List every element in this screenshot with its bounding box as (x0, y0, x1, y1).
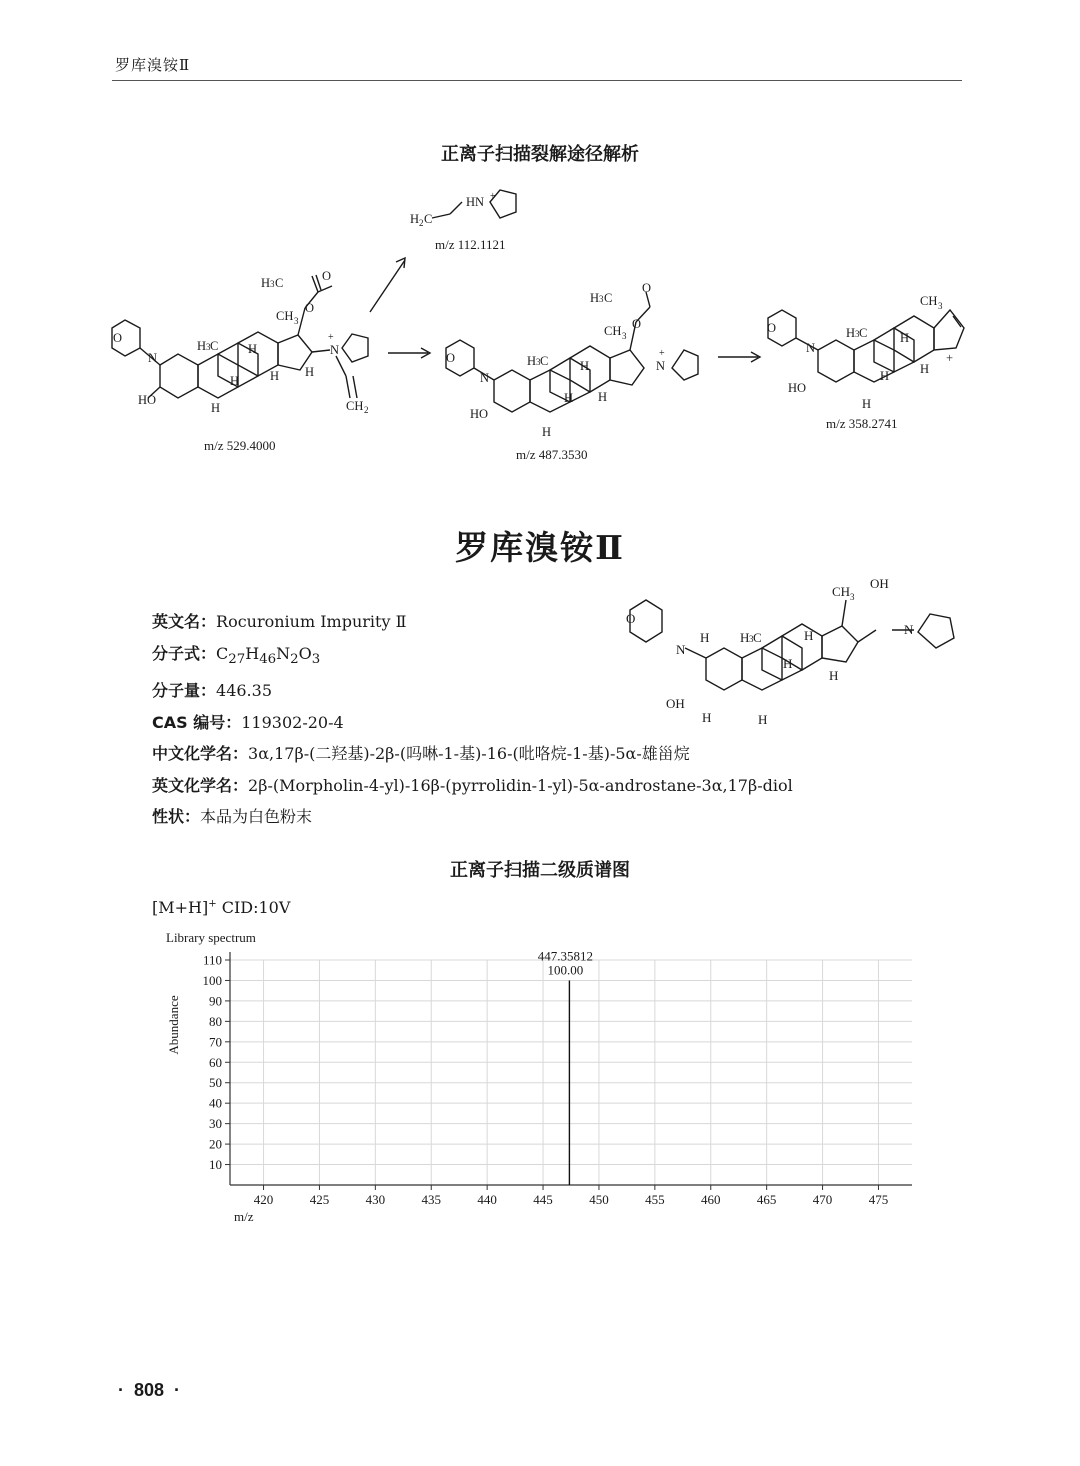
svg-text:O: O (632, 317, 642, 331)
prop-mw: 分子量：446.35 (152, 681, 272, 701)
svg-text:2: 2 (419, 218, 424, 228)
x-tick-label: 460 (701, 1192, 721, 1207)
svg-text:HO: HO (788, 381, 807, 395)
svg-text:N: N (480, 371, 490, 385)
prop-en-chem-name: 英文化学名：2β-(Morpholin-4-yl)-16β-(pyrrolidin-1-yl)-5α-androstane-3α,17β-diol (152, 775, 793, 795)
svg-text:H: H (261, 276, 271, 290)
svg-text:3: 3 (938, 301, 943, 311)
svg-text:N: N (656, 359, 666, 373)
svg-text:+: + (328, 332, 334, 343)
svg-text:HO: HO (470, 407, 489, 421)
svg-text:C: C (540, 354, 549, 368)
y-tick-label: 80 (209, 1013, 222, 1029)
chart-title: Library spectrum (166, 930, 256, 945)
svg-text:H: H (700, 630, 710, 645)
svg-text:C: C (859, 326, 868, 340)
svg-text:H: H (598, 390, 608, 404)
x-tick-label: 435 (421, 1192, 441, 1207)
header-rule (112, 80, 962, 81)
svg-text:H: H (702, 710, 712, 725)
svg-text:H: H (305, 365, 315, 379)
svg-text:O: O (305, 301, 315, 315)
y-tick-label: 110 (202, 952, 222, 968)
prop-formula: 分子式：$C_{27}H_{46}N_2O_3$ (152, 643, 321, 667)
fragmentation-scheme (0, 180, 1080, 480)
svg-text:+: + (946, 351, 954, 365)
svg-text:N: N (148, 351, 158, 365)
svg-text:H: H (880, 369, 890, 383)
svg-text:N: N (806, 341, 816, 355)
svg-text:N: N (330, 343, 340, 357)
prop-cas: CAS 编号：119302-20-4 (152, 712, 344, 732)
svg-text:3: 3 (294, 316, 299, 326)
svg-text:H: H (920, 362, 930, 376)
svg-text:CH: CH (346, 399, 364, 413)
y-tick-label: 30 (209, 1116, 222, 1132)
prop-cn-chem-name: 中文化学名：3α,17β-(二羟基)-2β-(吗啉-1-基)-16-(吡咯烷-1-基)-5α-雄甾烷 (152, 744, 690, 764)
svg-text:O: O (446, 351, 456, 365)
svg-text:H: H (270, 369, 280, 383)
svg-text:3: 3 (536, 357, 541, 367)
y-tick-label: 90 (209, 993, 222, 1009)
svg-text:O: O (642, 281, 652, 295)
svg-text:C: C (210, 339, 219, 353)
svg-text:H: H (230, 374, 240, 388)
spectrum-section-title: 正离子扫描二级质谱图 (450, 860, 630, 881)
page-number: · 808 · (118, 1380, 181, 1400)
y-axis-label: Abundance (166, 995, 181, 1055)
property-list (152, 606, 793, 833)
svg-text:O: O (322, 269, 332, 283)
arrow-up (370, 260, 405, 312)
peak-abundance-label: 100.00 (547, 962, 584, 978)
y-tick-label: 60 (209, 1054, 222, 1070)
svg-text:H: H (410, 212, 420, 226)
svg-text:3: 3 (850, 592, 855, 602)
svg-text:O: O (113, 331, 123, 345)
compound-title: 罗库溴铵Ⅱ (455, 528, 625, 567)
svg-text:O: O (626, 611, 636, 626)
y-tick-label: 40 (209, 1095, 222, 1111)
y-tick-label: 10 (209, 1157, 222, 1173)
mz-label-358: m/z 358.2741 (826, 416, 898, 431)
mz-label-112: m/z 112.1121 (435, 237, 506, 252)
svg-text:CH: CH (832, 584, 851, 599)
svg-text:C: C (275, 276, 284, 290)
svg-text:N: N (676, 642, 686, 657)
svg-text:O: O (767, 321, 777, 335)
x-tick-label: 445 (533, 1192, 553, 1207)
pathway-title: 正离子扫描裂解途径解析 (441, 144, 639, 165)
svg-text:3: 3 (749, 634, 754, 644)
svg-text:H: H (564, 391, 574, 405)
svg-text:CH: CH (920, 294, 938, 308)
svg-text:C: C (753, 630, 762, 645)
svg-text:3: 3 (855, 329, 860, 339)
svg-text:H: H (862, 397, 872, 411)
x-tick-label: 465 (756, 1192, 777, 1207)
y-tick-label: 20 (209, 1136, 222, 1152)
mz-label-487: m/z 487.3530 (516, 447, 588, 462)
svg-text:CH: CH (604, 324, 622, 338)
svg-text:H: H (900, 331, 910, 345)
x-tick-label: 430 (365, 1192, 386, 1207)
spectrum-condition-label: [M+H]+ CID:10V (152, 898, 291, 917)
svg-text:H: H (248, 342, 258, 356)
svg-text:3: 3 (599, 294, 604, 304)
svg-text:H: H (758, 712, 768, 727)
running-head: 罗库溴铵Ⅱ (115, 56, 191, 74)
svg-text:H: H (580, 359, 590, 373)
x-tick-label: 420 (253, 1192, 274, 1207)
svg-text:OH: OH (666, 696, 685, 711)
peak-mz-label: 447.35812 (537, 948, 594, 964)
svg-text:HO: HO (138, 393, 157, 407)
structure-mz-358 (768, 310, 964, 382)
svg-text:+: + (490, 191, 496, 202)
prop-appearance: 性状：本品为白色粉末 (152, 807, 313, 827)
svg-text:H: H (829, 668, 839, 683)
svg-text:2: 2 (364, 405, 369, 415)
x-tick-label: 425 (309, 1192, 330, 1207)
formula-value: $C_{27}H_{46}N_2O_3$ (216, 643, 321, 667)
svg-text:H: H (542, 425, 552, 439)
svg-text:H: H (197, 339, 207, 353)
svg-text:H: H (846, 326, 856, 340)
x-tick-label: 470 (812, 1192, 833, 1207)
svg-text:N: N (904, 622, 914, 637)
mz-label-529: m/z 529.4000 (204, 438, 276, 453)
prop-english-name: 英文名：Rocuronium Impurity Ⅱ (152, 612, 407, 631)
svg-text:3: 3 (622, 331, 627, 341)
x-axis-label: m/z (234, 1209, 254, 1224)
y-tick-label: 100 (202, 972, 222, 988)
svg-text:H: H (804, 628, 814, 643)
svg-text:HN: HN (466, 195, 485, 209)
svg-text:C: C (604, 291, 613, 305)
y-tick-label: 50 (209, 1075, 222, 1091)
x-tick-label: 450 (589, 1192, 609, 1207)
x-tick-label: 455 (645, 1192, 665, 1207)
x-tick-label: 475 (868, 1192, 889, 1207)
y-tick-label: 70 (209, 1034, 222, 1050)
svg-text:3: 3 (206, 342, 211, 352)
svg-text:CH: CH (276, 309, 294, 323)
svg-text:OH: OH (870, 576, 889, 591)
svg-text:H: H (783, 656, 793, 671)
svg-text:H: H (590, 291, 600, 305)
svg-text:3: 3 (270, 279, 275, 289)
x-tick-label: 440 (477, 1192, 497, 1207)
svg-text:H: H (527, 354, 537, 368)
svg-text:C: C (424, 212, 433, 226)
svg-text:H: H (740, 630, 750, 645)
svg-text:+: + (659, 348, 665, 359)
ms2-spectrum-chart (150, 925, 930, 1235)
svg-text:H: H (211, 401, 221, 415)
